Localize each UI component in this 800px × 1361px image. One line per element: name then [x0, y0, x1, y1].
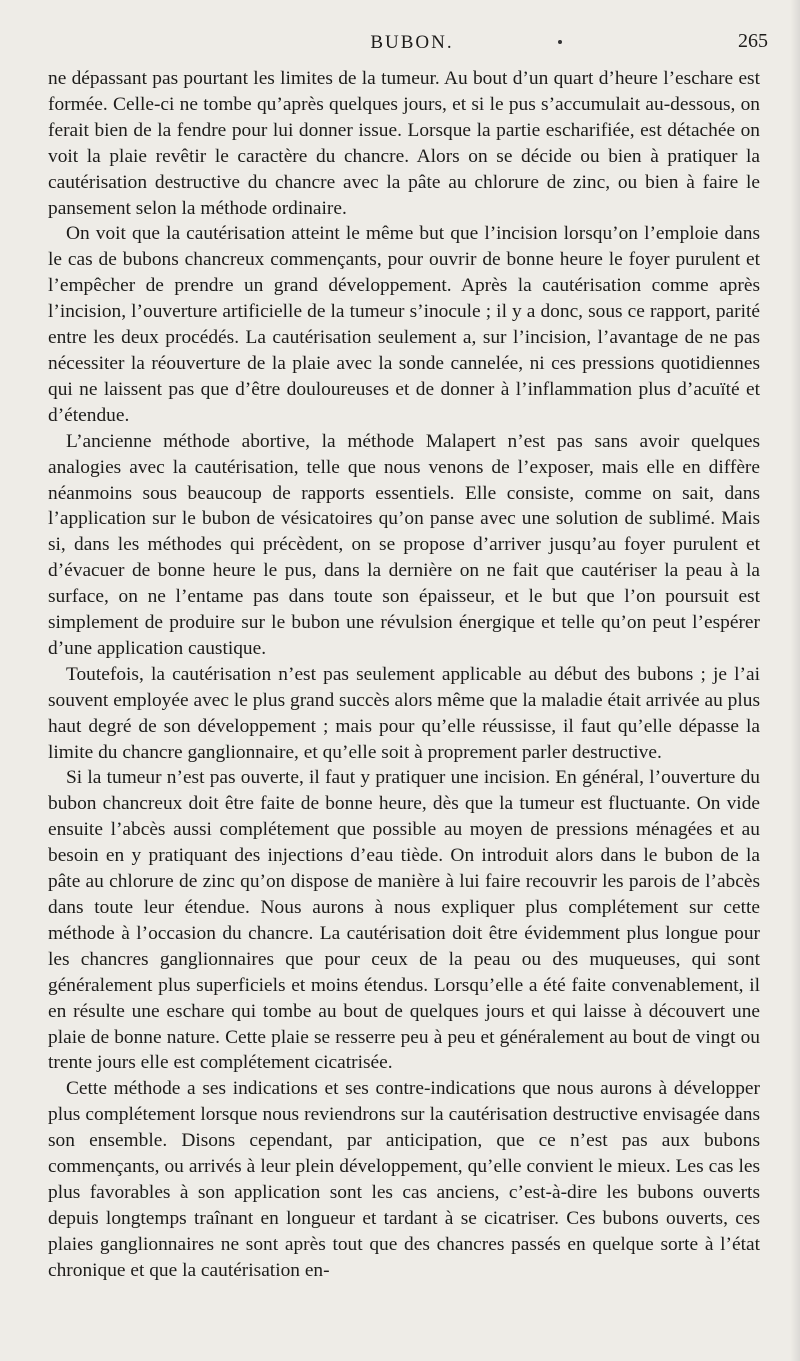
paragraph-1: ne dépassant pas pourtant les limites de la tumeur. Au bout d’un quart d’heure l’eschare est formée. Celle-ci ne tombe qu’après quelques jours, et si le pus s’accumulait au-dessous, on ferait bien de la fendre pour lui donner issue. Lorsque la partie escharifiée, est détachée on voit la plaie revêtir le caractère du chancre. Alors on se décide ou bien à pratiquer la cautérisation destructive du chancre avec la pâte au chlorure de zinc, ou bien à faire le pansement selon la méthode ordinaire. — [48, 68, 760, 219]
paragraph-3: L’ancienne méthode abortive, la méthode Malapert n’est pas sans avoir quelques analogies avec la cautérisation, telle que nous venons de l’exposer, mais elle en diffère néanmoins sous beaucoup de rapports essentiels. Elle consiste, comme on sait, dans l’application sur le bubon de vésicatoires qu’on panse avec une solution de sublimé. Mais si, dans les méthodes qui précèdent, on se propose d’arriver jusqu’au foyer purulent et d’évacuer de bonne heure le pus, dans la dernière on ne fait que cautériser la peau à la surface, on ne l’entame pas dans toute son épaisseur, et le but que l’on poursuit est simplement de produire sur le bubon une révulsion énergique et telle qu’on peut l’espérer d’une application caustique. — [48, 430, 760, 659]
running-head: BUBON. — [370, 32, 454, 53]
page-header — [48, 26, 776, 62]
paragraph-6: Cette méthode a ses indications et ses contre-indications que nous aurons à développer plus complétement lorsque nous reviendrons sur la cautérisation destructive envisagée dans son ensemble. Disons cependant, par anticipation, que ce n’est pas aux bubons commençants, ou arrivés à leur plein développement, qu’elle convient le mieux. Les cas les plus favorables à son application sont les cas anciens, c’est-à-dire les bubons ouverts depuis longtemps traînant en longueur et tardant à se cicatriser. Ces bubons ouverts, ces plaies ganglionnaires ne sont après tout que des chancres passés en quelque sorte à l’état chronique et que la cautérisation en- — [48, 1078, 760, 1281]
paragraph-2: On voit que la cautérisation atteint le même but que l’incision lorsqu’on l’emploie dans le cas de bubons chancreux commençants, pour ouvrir de bonne heure le foyer purulent et l’empêcher de prendre un grand développement. Après la cautérisation comme après l’incision, l’ouverture artificielle de la tumeur s’inocule ; il y a donc, sous ce rapport, parité entre les deux procédés. La cautérisation seulement a, sur l’incision, l’avantage de ne pas nécessiter la réouverture de la plaie avec la sonde cannelée, ni ces pressions quotidiennes qui ne laissent pas que d’être douloureuses et de donner à l’inflammation plus d’acuïté et d’étendue. — [48, 223, 760, 426]
page-edge-shadow — [790, 0, 800, 1361]
body-text — [48, 66, 760, 1284]
header-dot-mark — [558, 40, 562, 44]
page-number: 265 — [738, 30, 768, 52]
paragraph-5: Si la tumeur n’est pas ouverte, il faut y pratiquer une incision. En général, l’ouverture du bubon chancreux doit être faite de bonne heure, dès que la tumeur est fluctuante. On vide ensuite l’abcès aussi complétement que possible au moyen de pressions ménagées et au besoin en y pratiquant des injections d’eau tiède. On introduit alors dans le bubon de la pâte au chlorure de zinc qu’on dispose de manière à lui faire recouvrir les parois de l’abcès dans toute leur étendue. Nous aurons à nous expliquer plus complétement sur cette méthode à l’occasion du chancre. La cautérisation doit être évidemment plus longue pour les chancres ganglionnaires que pour ceux de la peau ou des muqueuses, qui sont généralement plus superficiels et moins étendus. Lorsqu’elle a été faite convenablement, il en résulte une eschare qui tombe au bout de quelques jours et qui laisse à découvert une plaie de bonne nature. Cette plaie se resserre peu à peu et généralement au bout de vingt ou trente jours elle est complétement cicatrisée. — [48, 767, 760, 1074]
paragraph-4: Toutefois, la cautérisation n’est pas seulement applicable au début des bubons ; je l’ai souvent employée avec le plus grand succès alors même que la maladie était arrivée au plus haut degré de son développement ; mais pour qu’elle réussisse, il faut qu’elle dépasse la limite du chancre ganglionnaire, et qu’elle soit à proprement parler destructive. — [48, 663, 760, 763]
